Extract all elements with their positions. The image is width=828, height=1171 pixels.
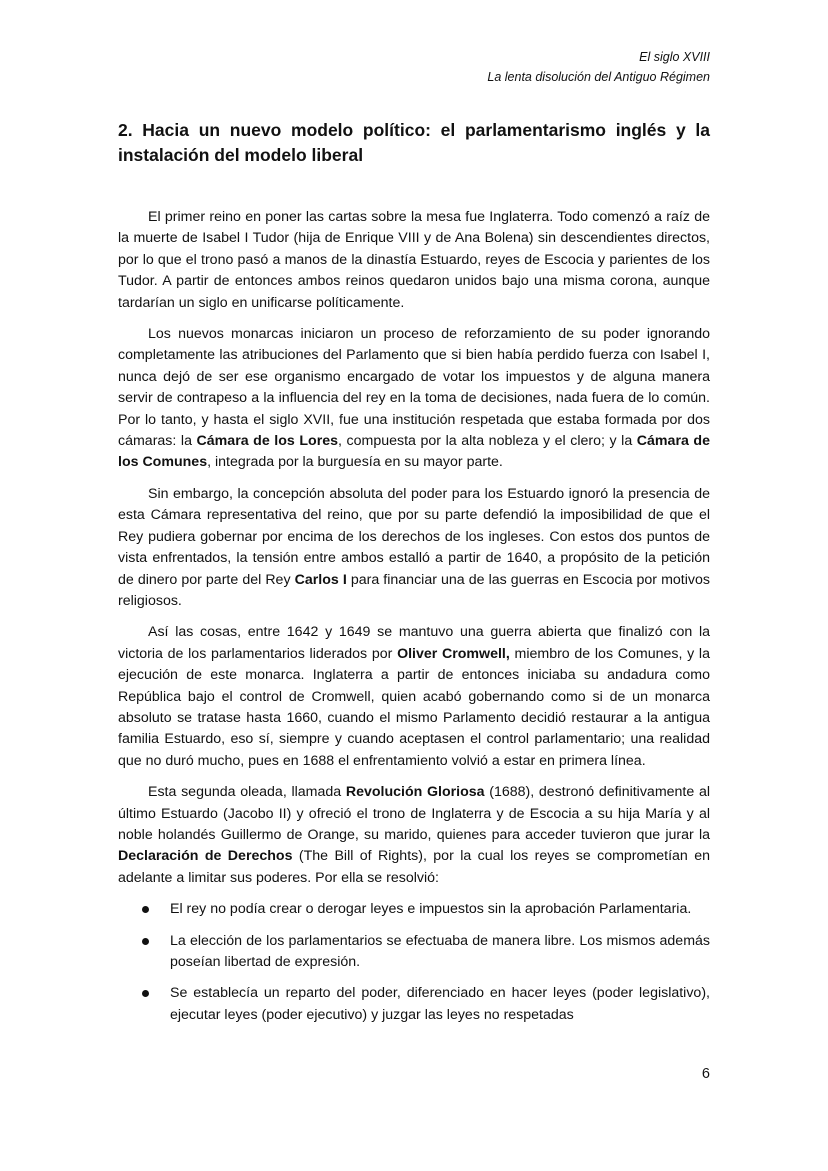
paragraph-2: Los nuevos monarcas iniciaron un proceso de reforzamiento de su poder ignorando completamente las atribuciones del Parlamento que si bien había perdido fuerza con Isabel I, nunca dejó de ser ese organismo encargado de votar los impuestos y de alguna manera servir de contrapeso a la influencia del rey en la toma de decisiones, nada fuera de lo común. Por lo tanto, y hasta el siglo XVII, fue una institución respetada que estaba formada por dos cámaras: la Cámara de los Lores, compuesta por la alta nobleza y el clero; y la Cámara de los Comunes, integrada por la burguesía en su mayor parte. bbox=[118, 326, 710, 471]
header-chapter-title: La lenta disolución del Antiguo Régimen bbox=[487, 70, 710, 84]
list-item: El rey no podía crear o derogar leyes e impuestos sin la aprobación Parlamentaria. bbox=[170, 899, 710, 920]
header-book-title: El siglo XVIII bbox=[639, 50, 710, 64]
term-declaracion-derechos: Declaración de Derechos bbox=[118, 848, 293, 865]
page-number: 6 bbox=[701, 1066, 710, 1082]
bullet-icon bbox=[142, 906, 149, 913]
paragraph-1: El primer reino en poner las cartas sobre la mesa fue Inglaterra. Todo comenzó a raíz de la muerte de Isabel I Tudor (hija de Enrique VIII y de Ana Bolena) sin descendientes directos, por lo que el trono pasó a manos de la dinastía Estuardo, reyes de Escocia y parientes de los Tudor. A partir de entonces ambos reinos quedaron unidos bajo una misma corona, aunque tardarían un siglo en unificarse políticamente. bbox=[118, 209, 710, 311]
section-heading: 2. Hacia un nuevo modelo político: el parlamentarismo inglés y la instalación del modelo liberal bbox=[118, 120, 710, 165]
body-text bbox=[118, 207, 710, 1036]
paragraph-4: Así las cosas, entre 1642 y 1649 se mantuvo una guerra abierta que finalizó con la victoria de los parlamentarios liderados por Oliver Cromwell, miembro de los Comunes, y la ejecución de este monarca. Inglaterra a partir de entonces iniciaba su andadura como República bajo el control de Cromwell, quien acabó gobernando como si de un monarca absoluto se tratase hasta 1660, cuando el mismo Parlamento decidió restaurar a la antigua familia Estuardo, eso sí, siempre y cuando aceptasen el control parlamentario; una realidad que no duró mucho, pues en 1688 el enfrentamiento volvió a estar en primera línea. bbox=[118, 624, 710, 769]
term-revolucion-gloriosa: Revolución Gloriosa bbox=[345, 784, 485, 801]
term-oliver-cromwell: Oliver Cromwell, bbox=[397, 645, 510, 662]
running-header bbox=[487, 47, 710, 87]
bullet-icon bbox=[142, 990, 149, 997]
term-carlos-i: Carlos I bbox=[294, 571, 347, 588]
list-item: Se establecía un reparto del poder, diferenciado en hacer leyes (poder legislativo), ejecutar leyes (poder ejecutivo) y juzgar las leyes no respetadas bbox=[170, 983, 710, 1026]
list-item: La elección de los parlamentarios se efectuaba de manera libre. Los mismos además poseían libertad de expresión. bbox=[170, 931, 710, 974]
term-camara-comunes: Cámara de los Comunes bbox=[118, 433, 710, 471]
paragraph-5: Esta segunda oleada, llamada Revolución Gloriosa (1688), destronó definitivamente al último Estuardo (Jacobo II) y ofreció el trono de Inglaterra y de Escocia a su hija María y al noble holandés Guillermo de Orange, su marido, quienes para acceder tuvieron que jurar la Declaración de Derechos (The Bill of Rights), por la cual los reyes se comprometían en adelante a limitar sus poderes. Por ella se resolvió: bbox=[118, 784, 710, 886]
bullet-icon bbox=[142, 938, 149, 945]
paragraph-3: Sin embargo, la concepción absoluta del poder para los Estuardo ignoró la presencia de esta Cámara representativa del reino, que por su parte defendió la imposibilidad de que el Rey pudiera gobernar por encima de los derechos de los ingleses. Con estos dos puntos de vista enfrentados, la tensión entre ambos estalló a partir de 1640, a propósito de la petición de dinero por parte del Rey Carlos I para financiar una de las guerras en Escocia por motivos religiosos. bbox=[118, 485, 710, 609]
term-camara-lores: Cámara de los Lores bbox=[196, 433, 339, 450]
bullet-list bbox=[118, 899, 710, 1026]
